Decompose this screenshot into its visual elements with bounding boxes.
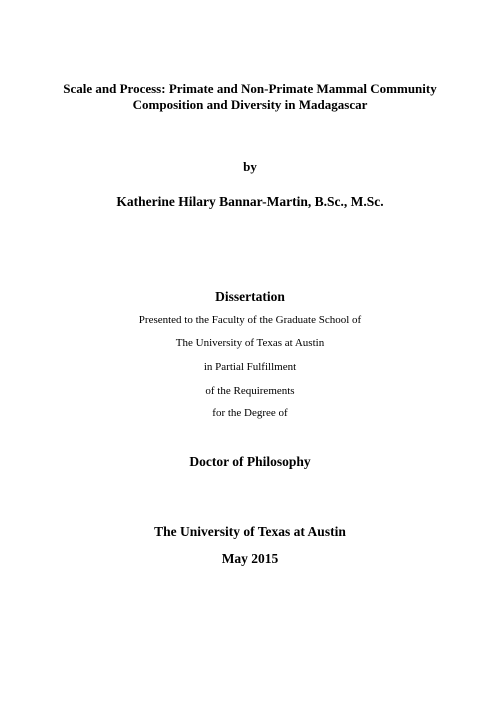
degree-name: Doctor of Philosophy: [189, 454, 311, 469]
dissertation-label: Dissertation: [215, 289, 285, 304]
university-name: The University of Texas at Austin: [154, 524, 346, 539]
presented-line-4: of the Requirements: [205, 385, 295, 397]
by-label: by: [243, 159, 257, 174]
presented-line-2: The University of Texas at Austin: [175, 337, 325, 349]
presented-line-3: in Partial Fulfillment: [203, 361, 297, 373]
author-name: Katherine Hilary Bannar-Martin, B.Sc., M.Sc.: [116, 194, 384, 209]
presented-line-1: Presented to the Faculty of the Graduate School of: [138, 314, 362, 326]
presented-line-5: for the Degree of: [212, 407, 288, 419]
dissertation-date: May 2015: [221, 551, 279, 566]
dissertation-title-line-2: Composition and Diversity in Madagascar: [132, 97, 368, 112]
dissertation-title-line-1: Scale and Process: Primate and Non-Primate Mammal Community: [63, 81, 437, 96]
